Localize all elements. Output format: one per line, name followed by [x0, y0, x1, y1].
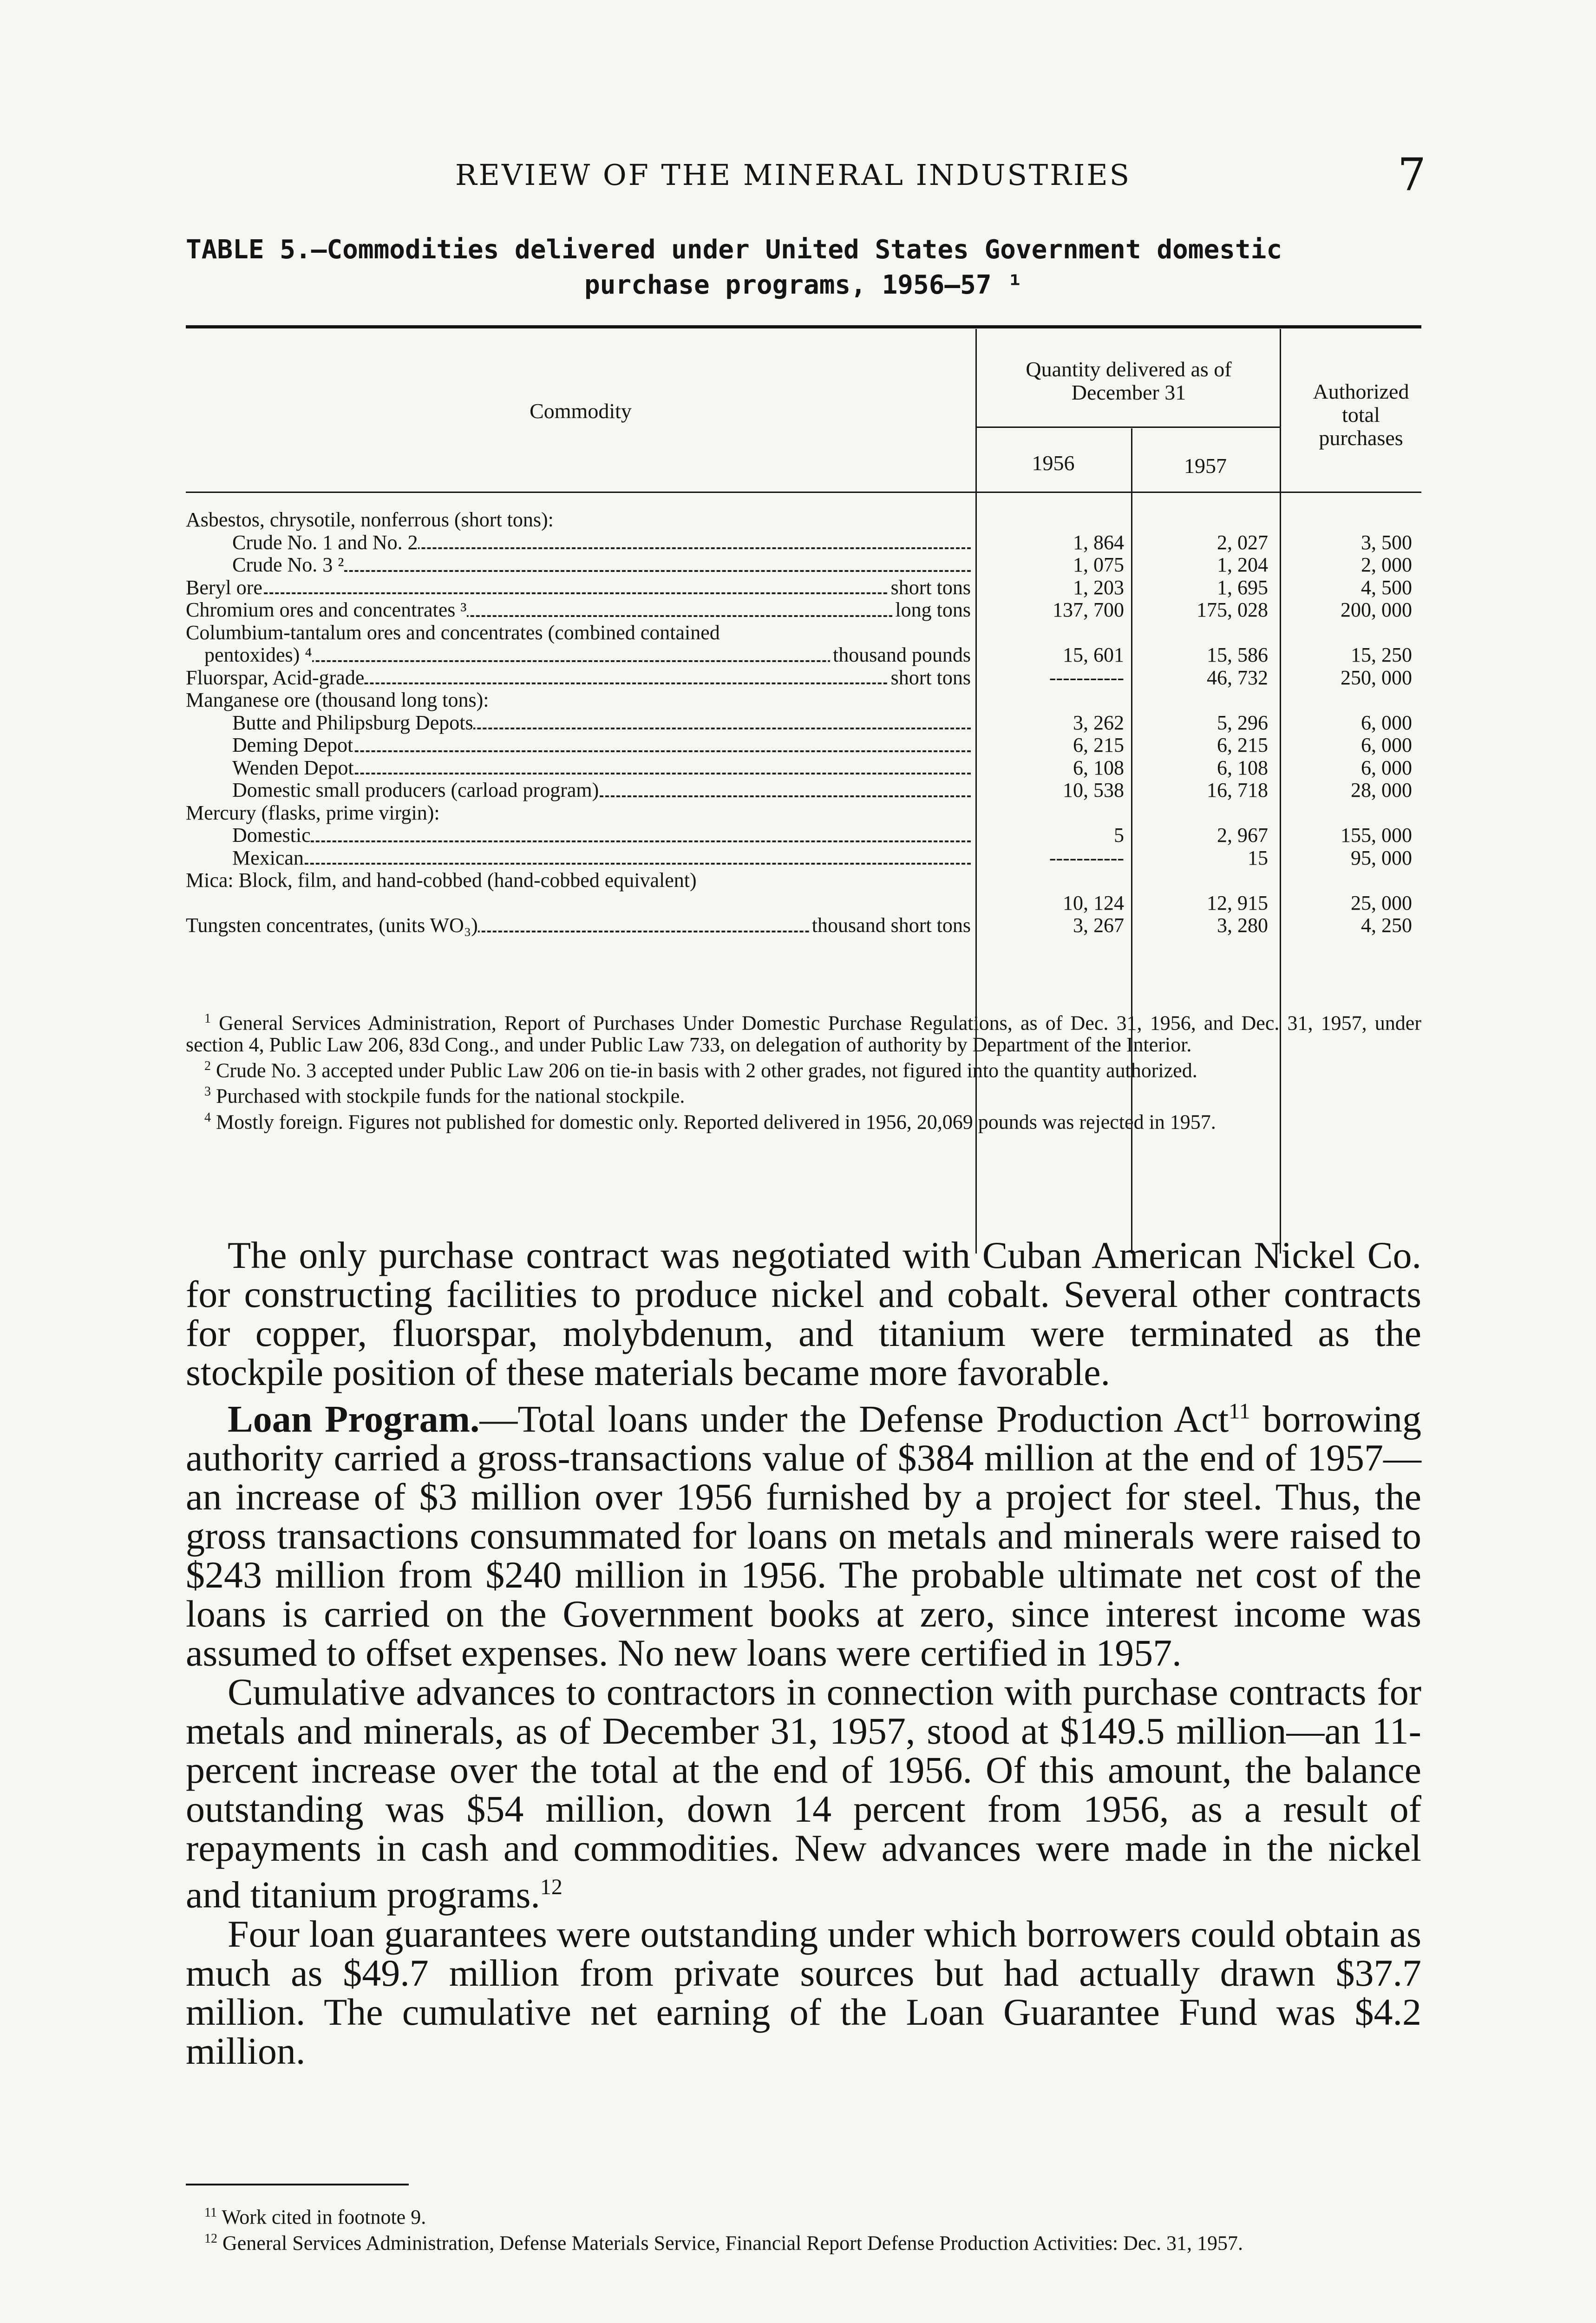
- paragraph: Four loan guarantees were outstanding under which borrowers could obtain as much as $49.7 million from private sources but had actually drawn $37.7 million. The cumulative net earning of the Loan Guarantee Fund was $4.2 million.: [186, 1912, 1421, 2072]
- footnote-ref: 11: [1229, 1399, 1250, 1424]
- commodity-cell: [186, 577, 971, 599]
- paragraph-text: borrowing authority carried a gross-transactions value of $384 million at the end of 1957—an increase of $3 million over 1956 furnished by a project for steel. Thus, the gross transactions consummated for loans on metals and minerals were raised to $243 million from $240 million in 1956. The probable ultimate net cost of the loans is carried on the Government books at zero, since interest income was assumed to offset expenses. No new loans were certified in 1957.: [186, 1398, 1422, 1674]
- page-number: 7: [1397, 149, 1426, 201]
- commodity-label: Crude No. 1 and No. 2: [232, 531, 418, 554]
- value-authorized: 15, 250: [1351, 643, 1412, 666]
- commodity-cell: [186, 667, 971, 689]
- value-1956: 1, 864: [1073, 531, 1124, 554]
- table-row: [186, 689, 1421, 712]
- value-1956: 137, 700: [1053, 598, 1124, 621]
- table-footnote: [186, 1081, 1421, 1107]
- commodity-label: Domestic: [232, 824, 311, 847]
- page-footnote: [186, 2202, 1421, 2228]
- footnote-text: Mostly foreign. Figures not published for domestic only. Reported delivered in 1956, 20,069 pounds was rejected in 1957.: [216, 1110, 1216, 1134]
- commodity-cell: [186, 509, 971, 532]
- commodity-label: Fluorspar, Acid-grade: [186, 666, 365, 689]
- commodity-label: Beryl ore: [186, 576, 262, 599]
- value-authorized: 155, 000: [1341, 824, 1412, 847]
- value-1957: 1, 695: [1217, 576, 1268, 599]
- value-1957: 2, 027: [1217, 531, 1268, 554]
- commodity-label: Mercury (flasks, prime virgin):: [186, 801, 440, 824]
- footnote-mark: 11: [204, 2205, 217, 2220]
- footnote-text: General Services Administration, Defense Materials Service, Financial Report Defense Production Activities: Dec. 31, 1957.: [222, 2231, 1243, 2255]
- footnote-text: Crude No. 3 accepted under Public Law 206 on tie-in basis with 2 other grades, not figured into the quantity authorized.: [216, 1059, 1197, 1082]
- table-row: [186, 824, 1421, 847]
- paragraph: The only purchase contract was negotiated with Cuban American Nickel Co. for constructing facilities to produce nickel and cobalt. Several other contracts for copper, fluorspar, molybdenum, and titanium were terminated as the stockpile position of these materials became more favorable.: [186, 1234, 1421, 1393]
- table-footnote: [186, 1056, 1421, 1082]
- value-authorized: 95, 000: [1351, 846, 1412, 869]
- footnote-ref: 12: [540, 1875, 563, 1900]
- commodity-label: Deming Depot: [232, 734, 353, 756]
- header-commodity: Commodity: [530, 399, 632, 423]
- value-authorized: 6, 000: [1361, 756, 1412, 779]
- commodity-label: Chromium ores and concentrates ³: [186, 599, 467, 621]
- commodity-unit: long tons: [892, 599, 971, 622]
- paragraph: [186, 1392, 1421, 1673]
- commodity-cell: [186, 689, 971, 712]
- table-row: [186, 779, 1421, 802]
- header-authorized: Authorized total purchases: [1313, 380, 1409, 450]
- commodity-cell: [232, 712, 971, 735]
- table-footnotes: [186, 1008, 1421, 1133]
- value-1956: 3, 262: [1073, 711, 1124, 734]
- value-1956: -----------: [1049, 666, 1124, 689]
- body-text: [186, 1236, 1421, 2071]
- footnote-mark: 2: [204, 1058, 211, 1073]
- value-1957: 6, 108: [1217, 756, 1268, 779]
- table-row: [186, 914, 1421, 937]
- table-row: [186, 554, 1421, 577]
- footnote-mark: 12: [204, 2231, 217, 2246]
- paragraph-text: —Total loans under the Defense Production Act: [479, 1398, 1229, 1440]
- value-1956: 5: [1114, 824, 1124, 847]
- table-row: [186, 532, 1421, 554]
- commodity-unit: short tons: [888, 577, 971, 599]
- table-row: [186, 509, 1421, 532]
- footnote-text: Purchased with stockpile funds for the national stockpile.: [216, 1084, 685, 1108]
- commodity-label: Butte and Philipsburg Depots: [232, 711, 473, 734]
- table-row: [186, 644, 1421, 667]
- commodity-unit: thousand short tons: [809, 914, 971, 937]
- commodity-unit: short tons: [888, 667, 971, 689]
- table-row: [186, 734, 1421, 757]
- value-authorized: 4, 250: [1361, 914, 1412, 937]
- table-subheader-rule: [975, 427, 1280, 428]
- table-header-rule: [186, 492, 1421, 493]
- value-1956: 10, 538: [1063, 779, 1124, 801]
- page-footnotes: [186, 2202, 1421, 2254]
- commodity-label: Domestic small producers (carload program): [232, 779, 599, 801]
- value-authorized: 25, 000: [1351, 891, 1412, 914]
- header-1957: 1957: [1184, 454, 1227, 478]
- value-1957: 12, 915: [1207, 891, 1268, 914]
- footnote-text: Work cited in footnote 9.: [222, 2205, 426, 2229]
- footnote-mark: 1: [204, 1011, 211, 1026]
- commodity-label: pentoxides) ⁴: [204, 644, 312, 666]
- value-1957: 5, 296: [1217, 711, 1268, 734]
- table-row: [186, 802, 1421, 825]
- value-1957: 6, 215: [1217, 734, 1268, 756]
- footnote-rule: [186, 2184, 409, 2185]
- table-caption: [186, 232, 1421, 303]
- table-caption-line1: TABLE 5.—Commodities delivered under United States Government domestic: [186, 235, 1282, 265]
- commodity-cell: [232, 779, 971, 802]
- section-heading: Loan Program.: [228, 1398, 480, 1440]
- commodity-label: Crude No. 3 ²: [232, 554, 344, 576]
- footnote-mark: 4: [204, 1110, 211, 1125]
- commodity-unit: thousand pounds: [830, 644, 971, 667]
- header-1956: 1956: [1032, 451, 1075, 475]
- table-body: [186, 509, 1421, 937]
- value-1957: 15, 586: [1207, 643, 1268, 666]
- commodity-cell: [232, 734, 971, 757]
- value-1956: 1, 075: [1073, 553, 1124, 576]
- value-1956: 6, 108: [1073, 756, 1124, 779]
- table-row: [186, 599, 1421, 622]
- value-1957: 15: [1248, 846, 1268, 869]
- value-1956: -----------: [1049, 846, 1124, 869]
- commodity-cell: [232, 847, 971, 870]
- value-1957: 3, 280: [1217, 914, 1268, 937]
- running-title: REVIEW OF THE MINERAL INDUSTRIES: [455, 158, 1132, 192]
- running-head: [186, 149, 1426, 201]
- value-1957: 175, 028: [1197, 598, 1268, 621]
- commodity-cell: [186, 914, 971, 937]
- table-footnote: [186, 1008, 1421, 1056]
- table-row: [186, 577, 1421, 599]
- commodity-cell: [232, 824, 971, 847]
- value-1957: 46, 732: [1207, 666, 1268, 689]
- commodity-label: Manganese ore (thousand long tons):: [186, 689, 489, 711]
- paragraph: [186, 1673, 1421, 1914]
- table-row: [186, 869, 1421, 892]
- commodity-cell: [186, 869, 971, 892]
- commodity-label: Asbestos, chrysotile, nonferrous (short tons):: [186, 509, 554, 531]
- table-row: [186, 892, 1421, 915]
- value-1956: 6, 215: [1073, 734, 1124, 756]
- commodity-label: Columbium-tantalum ores and concentrates (combined contained: [186, 621, 720, 644]
- commodity-cell: [186, 599, 971, 622]
- value-authorized: 3, 500: [1361, 531, 1412, 554]
- footnote-mark: 3: [204, 1084, 211, 1099]
- value-authorized: 6, 000: [1361, 734, 1412, 756]
- footnote-text: General Services Administration, Report of Purchases Under Domestic Purchase Regulations, as of Dec. 31, 1956, and Dec. 31, 1957, under section 4, Public Law 206, 83d Cong., and under Public Law 733, on delegation of authority by Department of the Interior.: [186, 1011, 1421, 1056]
- table-row: [186, 667, 1421, 689]
- commodity-cell: [232, 757, 971, 780]
- value-authorized: 2, 000: [1361, 553, 1412, 576]
- commodity-cell: [204, 644, 971, 667]
- value-1957: 16, 718: [1207, 779, 1268, 801]
- value-1956: 10, 124: [1063, 891, 1124, 914]
- commodity-label: Wenden Depot: [232, 756, 354, 779]
- commodity-label: Mexican: [232, 847, 304, 869]
- commodity-label: Mica: Block, film, and hand-cobbed (hand-cobbed equivalent): [186, 869, 697, 892]
- paragraph-text: Cumulative advances to contractors in connection with purchase contracts for metals and minerals, as of December 31, 1957, stood at $149.5 million—an 11-percent increase over the total at the end of 1956. Of this amount, the balance outstanding was $54 million, down 14 percent from 1956, as a result of repayments in cash and commodities. New advances were made in the nickel and titanium programs.: [186, 1671, 1421, 1916]
- value-authorized: 4, 500: [1361, 576, 1412, 599]
- table-row: [186, 622, 1421, 644]
- commodity-label: Tungsten concentrates, (units WO₃): [186, 914, 478, 937]
- commodity-cell: [232, 554, 971, 577]
- table-top-rule: [186, 325, 1421, 328]
- value-1956: 15, 601: [1063, 643, 1124, 666]
- table-row: [186, 757, 1421, 780]
- header-quantity-delivered: Quantity delivered as of December 31: [1026, 357, 1232, 404]
- value-1957: 2, 967: [1217, 824, 1268, 847]
- commodity-cell: [232, 532, 971, 554]
- commodity-cell: [186, 622, 971, 644]
- value-1957: 1, 204: [1217, 553, 1268, 576]
- table-row: [186, 847, 1421, 870]
- value-authorized: 28, 000: [1351, 779, 1412, 801]
- value-authorized: 250, 000: [1341, 666, 1412, 689]
- page-footnote: [186, 2228, 1421, 2254]
- table-caption-line2: purchase programs, 1956–57 ¹: [584, 270, 1023, 300]
- value-1956: 1, 203: [1073, 576, 1124, 599]
- value-authorized: 200, 000: [1341, 598, 1412, 621]
- table-footnote: [186, 1107, 1421, 1133]
- value-1956: 3, 267: [1073, 914, 1124, 937]
- value-authorized: 6, 000: [1361, 711, 1412, 734]
- commodity-cell: [186, 802, 971, 825]
- table-row: [186, 712, 1421, 735]
